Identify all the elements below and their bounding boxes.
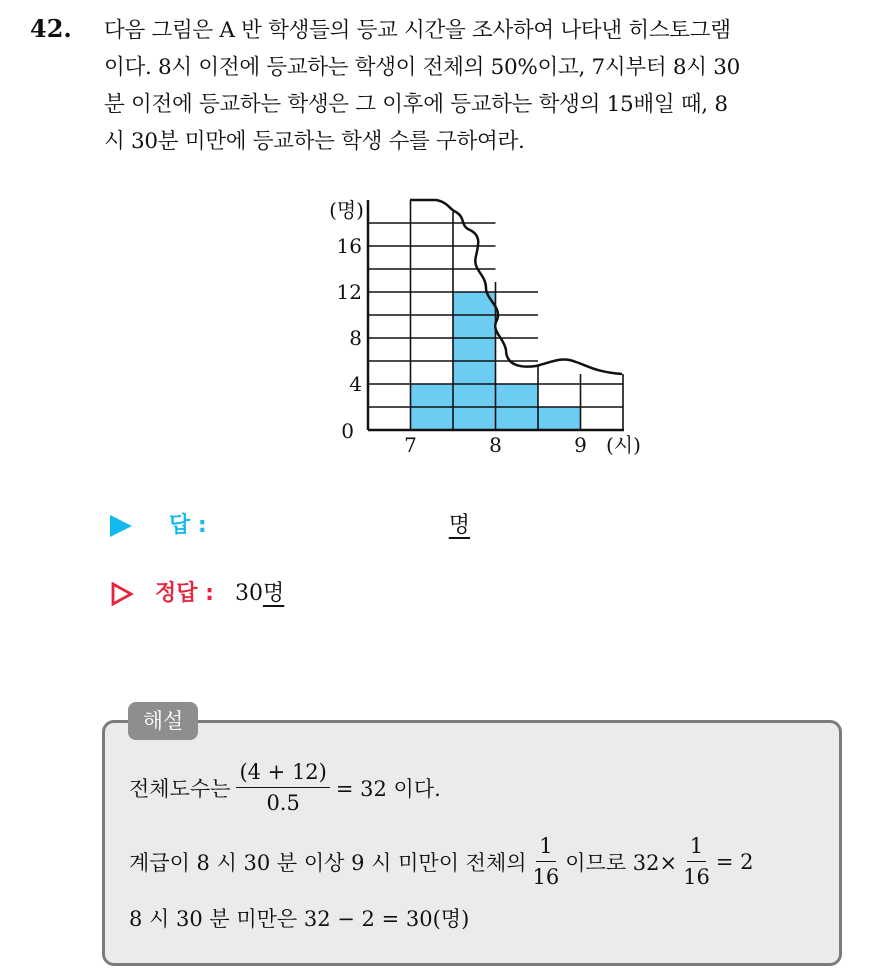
expl-text: 전체도수는	[129, 776, 231, 801]
x-tick-label: 9	[574, 433, 587, 457]
x-tick-label: 7	[404, 433, 417, 457]
y-tick-labels	[337, 234, 362, 443]
y-tick-label: 16	[336, 234, 362, 258]
fraction-denominator: 0.5	[266, 791, 300, 815]
fraction-denominator: 16	[683, 865, 710, 889]
y-tick-label: 4	[349, 372, 362, 396]
expl-text: = 32 이다.	[335, 776, 441, 801]
x-axis-label: (시)	[606, 433, 641, 457]
expl-text: 계급이 8 시 30 분 이상 9 시 미만이 전체의	[129, 850, 527, 875]
answer-unit: 명	[448, 513, 470, 538]
y-tick-label: 8	[349, 326, 362, 350]
x-tick-label: 8	[489, 433, 502, 457]
x-tick-labels	[404, 433, 587, 457]
fraction-numerator: 1	[687, 833, 706, 862]
correct-unit: 명	[262, 581, 285, 606]
fraction-denominator: 16	[532, 865, 560, 889]
fraction-numerator: 1	[536, 833, 555, 862]
expl-text: = 2	[715, 849, 754, 874]
fraction	[236, 759, 329, 816]
explanation-line-1	[129, 759, 441, 816]
question-line: 이다. 8시 이전에 등교하는 학생이 전체의 50%이고, 7시부터 8시 30	[104, 55, 740, 80]
correct-answer-row	[110, 576, 284, 607]
question-line: 다음 그림은 A 반 학생들의 등교 시간을 조사하여 나타낸 히스토그램	[104, 18, 731, 43]
question-text	[104, 12, 864, 160]
explanation-line-2	[129, 833, 754, 890]
question-number: 42.	[30, 14, 72, 43]
torn-edge	[410, 200, 622, 374]
outline-triangle-icon	[110, 582, 134, 606]
histogram-bar	[538, 407, 581, 430]
explanation-line-3: 8 시 30 분 미만은 32 − 2 = 30(명)	[129, 907, 470, 931]
y-axis-label: (명)	[329, 198, 364, 222]
answer-row	[110, 508, 470, 539]
histogram-grid	[368, 200, 623, 430]
histogram-chart	[300, 190, 660, 470]
y-tick-label: 0	[341, 419, 354, 443]
question-line: 시 30분 미만에 등교하는 학생 수를 구하여라.	[104, 129, 525, 154]
explanation-box	[102, 720, 842, 966]
answer-label: 답 :	[169, 513, 207, 538]
correct-label: 정답 :	[155, 581, 214, 606]
fraction	[683, 833, 710, 890]
question-line: 분 이전에 등교하는 학생은 그 이후에 등교하는 학생의 15배일 때, 8	[104, 92, 728, 117]
fraction-numerator: (4 + 12)	[236, 759, 329, 788]
correct-value: 30	[234, 581, 263, 606]
fraction	[533, 833, 560, 890]
explanation-tag: 해설	[128, 702, 198, 740]
expl-text: 이므로 32×	[565, 850, 678, 875]
y-tick-label: 12	[336, 280, 362, 304]
play-triangle-icon	[110, 515, 132, 537]
